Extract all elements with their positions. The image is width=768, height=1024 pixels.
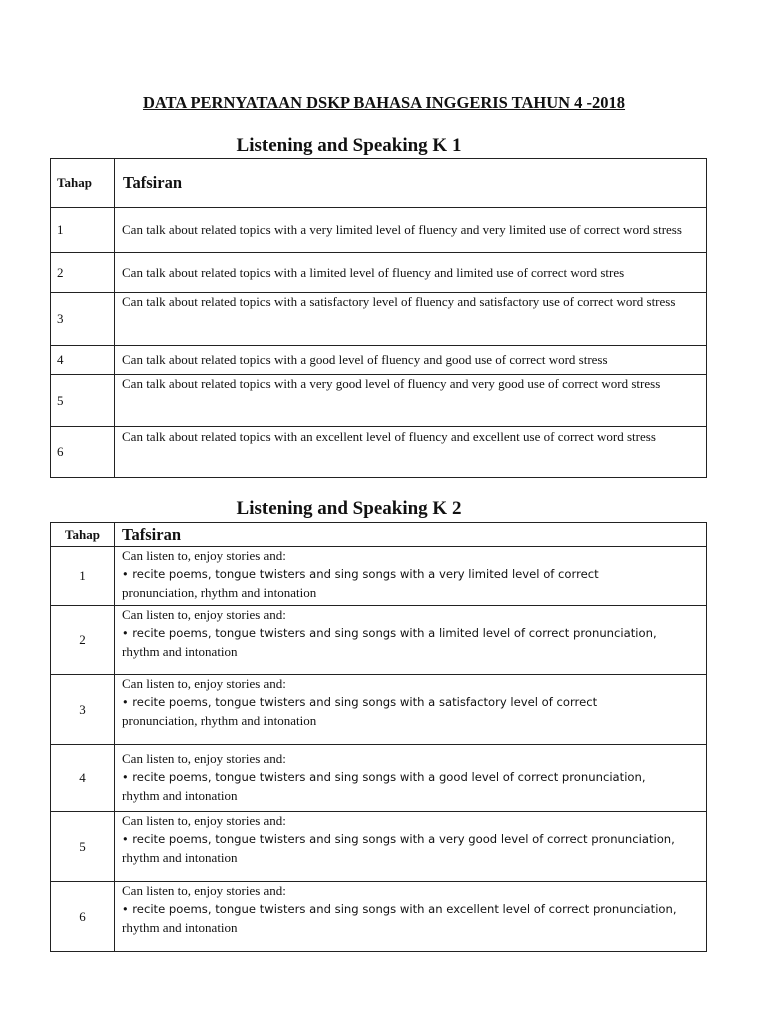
description-cell	[115, 812, 707, 882]
table-row	[51, 346, 707, 375]
table-k1-header	[51, 159, 707, 208]
bullet-text: recite poems, tongue twisters and sing songs with a satisfactory level of correct	[128, 695, 598, 709]
level-cell: 4	[51, 745, 115, 812]
description-cell: Can talk about related topics with a limited level of fluency and limited use of correct word stres	[115, 253, 707, 293]
intro-text: Can listen to, enjoy stories and:	[122, 751, 286, 766]
table-row	[51, 208, 707, 253]
bullet-text: recite poems, tongue twisters and sing songs with a very limited level of correct	[128, 567, 599, 581]
level-cell: 5	[51, 375, 115, 427]
table-k1	[50, 158, 707, 478]
bullet-icon: •	[122, 903, 129, 916]
table-row	[51, 745, 707, 812]
table-row	[51, 606, 707, 675]
tafsiran-header: Tafsiran	[115, 523, 707, 547]
bullet-continuation: pronunciation, rhythm and intonation	[122, 585, 317, 600]
table-row	[51, 675, 707, 745]
level-cell: 2	[51, 253, 115, 293]
tahap-header: Tahap	[51, 159, 115, 208]
tafsiran-header: Tafsiran	[115, 159, 707, 208]
description-cell: Can talk about related topics with a satisfactory level of fluency and satisfactory use of correct word stress	[115, 293, 707, 346]
description-cell	[115, 882, 707, 952]
bullet-icon: •	[122, 771, 129, 784]
section2-title: Listening and Speaking K 2	[236, 498, 462, 519]
level-cell: 6	[51, 882, 115, 952]
level-cell: 4	[51, 346, 115, 375]
level-cell: 3	[51, 675, 115, 745]
bullet-continuation: pronunciation, rhythm and intonation	[122, 713, 317, 728]
description-cell	[115, 675, 707, 745]
bullet-text: recite poems, tongue twisters and sing songs with a good level of correct pronunciation,	[128, 770, 646, 784]
description-cell	[115, 745, 707, 812]
intro-text: Can listen to, enjoy stories and:	[122, 813, 286, 828]
intro-text: Can listen to, enjoy stories and:	[122, 883, 286, 898]
intro-text: Can listen to, enjoy stories and:	[122, 607, 286, 622]
bullet-continuation: rhythm and intonation	[122, 850, 238, 865]
level-cell: 1	[51, 208, 115, 253]
description-cell	[115, 606, 707, 675]
document-title-text: DATA PERNYATAAN DSKP BAHASA INGGERIS TAHUN 4 -2018	[142, 93, 626, 112]
table-row	[51, 375, 707, 427]
bullet-icon: •	[122, 696, 129, 709]
bullet-continuation: rhythm and intonation	[122, 920, 238, 935]
description-cell: Can talk about related topics with an excellent level of fluency and excellent use of correct word stress	[115, 427, 707, 478]
bullet-icon: •	[122, 627, 129, 640]
bullet-icon: •	[122, 833, 129, 846]
table-k2-header	[51, 523, 707, 547]
bullet-text: recite poems, tongue twisters and sing songs with a very good level of correct pronunciation,	[128, 832, 675, 846]
tahap-header: Tahap	[51, 523, 115, 547]
table-row	[51, 812, 707, 882]
intro-text: Can listen to, enjoy stories and:	[122, 548, 286, 563]
level-cell: 1	[51, 547, 115, 606]
table-k2	[50, 522, 707, 952]
table-row	[51, 882, 707, 952]
description-cell: Can talk about related topics with a good level of fluency and good use of correct word stress	[115, 346, 707, 375]
bullet-continuation: rhythm and intonation	[122, 788, 238, 803]
bullet-continuation: rhythm and intonation	[122, 644, 238, 659]
table-row	[51, 427, 707, 478]
bullet-icon: •	[122, 568, 129, 581]
table-row	[51, 293, 707, 346]
level-cell: 2	[51, 606, 115, 675]
document-title	[0, 93, 768, 113]
bullet-text: recite poems, tongue twisters and sing songs with a limited level of correct pronunciation,	[128, 626, 657, 640]
description-cell: Can talk about related topics with a very limited level of fluency and very limited use of correct word stress	[115, 208, 707, 253]
table-row	[51, 253, 707, 293]
level-cell: 3	[51, 293, 115, 346]
table-row	[51, 547, 707, 606]
level-cell: 5	[51, 812, 115, 882]
description-cell: Can talk about related topics with a very good level of fluency and very good use of correct word stress	[115, 375, 707, 427]
bullet-text: recite poems, tongue twisters and sing songs with an excellent level of correct pronunciation,	[128, 902, 677, 916]
level-cell: 6	[51, 427, 115, 478]
section1-title: Listening and Speaking K 1	[236, 135, 462, 156]
description-cell	[115, 547, 707, 606]
intro-text: Can listen to, enjoy stories and:	[122, 676, 286, 691]
